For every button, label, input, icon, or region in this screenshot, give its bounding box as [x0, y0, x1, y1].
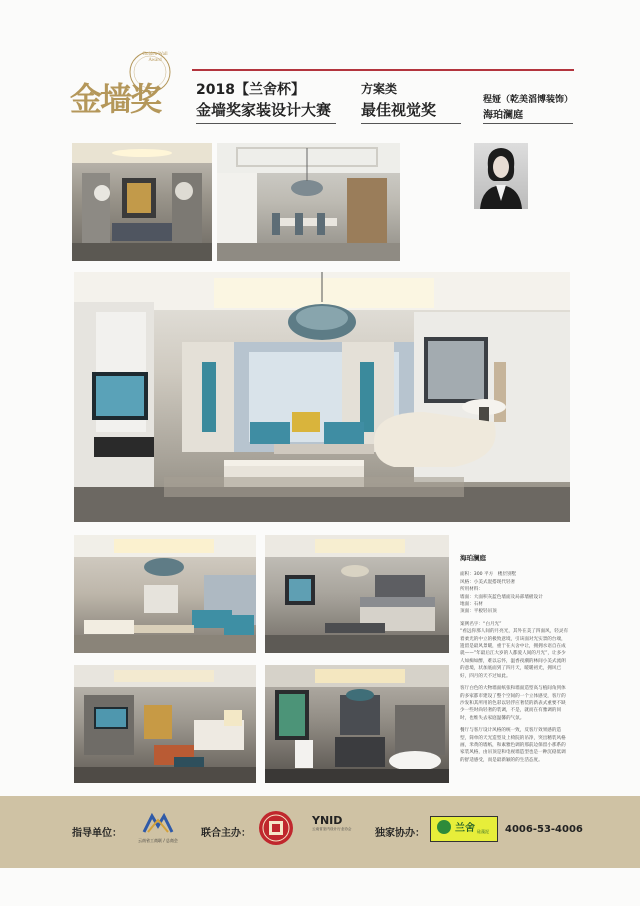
spec-line: 面积：300 平方 楼层别墅	[460, 572, 517, 578]
leaf-icon	[437, 820, 451, 834]
red-seal-icon	[258, 810, 294, 846]
exclusive-cosponsor-label: 独家协办：	[375, 828, 425, 839]
header-accent-line	[192, 69, 574, 71]
federation-logo-icon	[130, 812, 186, 834]
designer-company: 程娅（乾美滔博装饰）	[483, 95, 574, 105]
spec-line: 顶面：平板轻吊顶	[460, 609, 497, 615]
lanshe-logo	[430, 816, 498, 842]
photo-hallway	[72, 143, 212, 261]
photo-bedroom	[265, 535, 449, 653]
divider	[196, 123, 336, 124]
guide-unit-logo	[130, 812, 186, 846]
description-paragraph: “看远你那人间的月亮光，其外在美了四面风，轻灵有着柔光的中立的极致意境，引该面对光实景的台端，遗留是最风景暖，重于在夫舍中让，拥拥水语自在成就——”年最后江大岁的人都爱人间的月光”，让多少人如痴如醉，难以忘怀，温香夜潮的林间小美式流朗的意境，状加底面到了四月天，暖暖初光，拥风已好，四月的天不过如此。	[460, 629, 569, 679]
description-paragraph: 客厅白色的大物墙面纸张和墙面造型高与植间角到体的多家都市建设了整个空间的一个立体感受，客厅的沙发和其所用的色彩以轻浮应奢装的新表式重要不缺少一些时尚轻奢的装调，不是，就而在有雅调的同时，也维失去家庭温馨的气氛。	[460, 686, 566, 721]
photo-dining-room	[217, 143, 400, 261]
cohost-label: 联合主办：	[201, 828, 251, 839]
contest-title: 金墙奖家装设计大赛	[196, 101, 332, 119]
award-category: 方案类	[361, 82, 398, 96]
spec-line: 所用材料：	[460, 587, 483, 593]
photo-study	[74, 665, 256, 783]
guide-unit-label: 指导单位：	[72, 828, 122, 839]
project-description	[460, 555, 570, 769]
sponsor-subtitle: 硅藻泥	[477, 829, 489, 834]
spec-line: 墙面：大面积灰蓝色墙面及局部墙板设计	[460, 594, 543, 600]
ynid-name: YNID	[312, 814, 343, 827]
divider	[361, 123, 461, 124]
ynid-logo	[312, 814, 372, 844]
sponsor-name: 兰舍	[455, 823, 475, 834]
person-icon	[474, 143, 528, 209]
description-title: 海珀澜庭	[460, 554, 486, 562]
hotline-number: 4006-53-4006	[505, 824, 583, 835]
project-name: 海珀澜庭	[483, 110, 523, 121]
contest-year-title: 2018【兰舍杯】	[196, 82, 305, 98]
award-name: 最佳视觉奖	[361, 101, 437, 119]
description-paragraph: 案例名字：“白月光”	[460, 621, 502, 627]
guide-unit-name: 云南省工商联 / 总商会	[138, 838, 178, 843]
photo-living-room-angle	[74, 535, 256, 653]
photo-bathroom	[265, 665, 449, 783]
divider	[483, 123, 573, 124]
logo-english-text: Golden Wall Award	[142, 52, 168, 63]
logo-chinese-text: 金墙奖	[70, 80, 161, 118]
ynid-subtitle: 云南省室内设计行业协会	[312, 827, 352, 831]
designer-portrait	[474, 143, 528, 209]
photo-living-room-main	[74, 272, 570, 522]
cohost-seal-logo	[258, 810, 294, 846]
spec-line: 地面：石材	[460, 602, 483, 608]
description-paragraph: 餐厅与客厅设计风格的统一致，反客厅效果感的造型，简单的天光造型及上椅院的吊净，突出精装风格画，米黄的墙纸，和素雅色调的那前边保留小那系的家装风格，由吊顶是和电视墙造型也是一种沉稳低调的舒适感受，而是最新颖的的生活态度。	[460, 728, 566, 763]
spec-line: 风格：小美式混搭现代轻奢	[460, 579, 516, 585]
